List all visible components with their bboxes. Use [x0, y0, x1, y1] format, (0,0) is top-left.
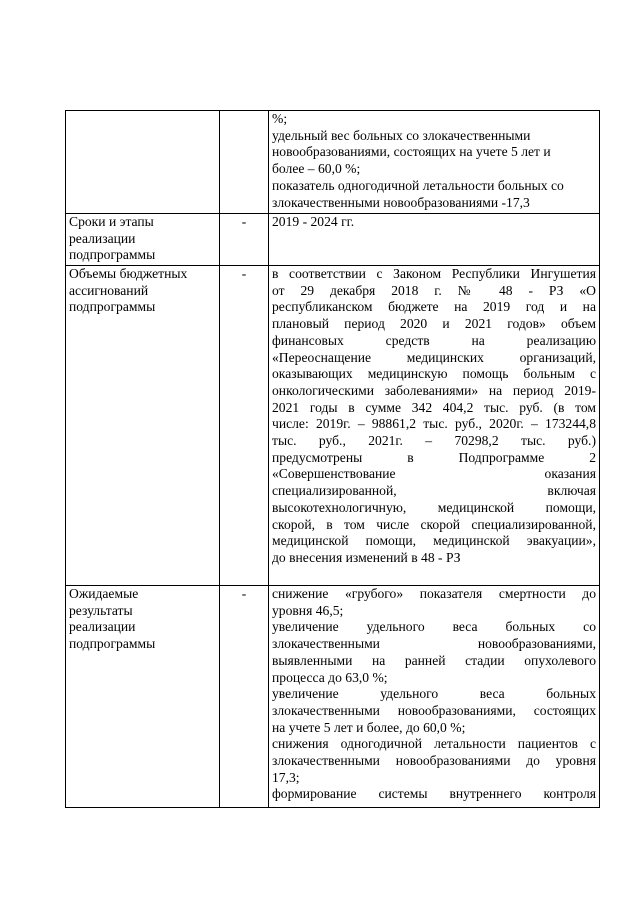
row-label-line: реализации	[69, 619, 136, 635]
text-line: онкологическими заболеваниями» на период 2019-	[272, 382, 596, 398]
text-line: более – 60,0 %;	[272, 161, 361, 177]
row-label-line: подпрограммы	[69, 636, 156, 652]
dash-mark: -	[241, 586, 247, 601]
text-line: увеличение удельного веса больных со	[272, 619, 596, 635]
dash-mark: -	[241, 266, 247, 281]
text-line: на учете 5 лет и более, до 60,0 %;	[272, 719, 466, 735]
text-line: 2019 - 2024 гг.	[272, 214, 355, 229]
row-label-line: Сроки и этапы	[69, 214, 154, 229]
row-content-cell	[269, 266, 600, 586]
text-line: предусмотрены в Подпрограмме 2	[272, 449, 596, 465]
table-row-continuation	[66, 111, 600, 214]
text-line: новообразованиями, состоящих на учете 5 лет и	[272, 144, 551, 160]
row-dash-cell	[220, 111, 269, 214]
text-line: %;	[272, 111, 288, 126]
text-line: 2021 годы в сумме 342 404,2 тыс. руб. (в том	[272, 399, 596, 415]
row-label-cell	[66, 266, 220, 586]
row-content-cell	[269, 586, 600, 808]
row-dash-cell	[220, 266, 269, 586]
row-label-line: результаты	[69, 602, 133, 618]
row-label-line: подпрограммы	[69, 299, 156, 315]
text-line: показатель одногодичной летальности больных со	[272, 177, 564, 193]
text-line: злокачественными новообразованиями,	[272, 636, 596, 652]
text-line: финансовых средств на реализацию	[272, 332, 596, 348]
text-line: до внесения изменений в 48 - РЗ	[272, 549, 461, 565]
text-line: числе: 2019г. – 98861,2 тыс. руб., 2020г. – 173244,8	[272, 416, 596, 432]
dash-mark: -	[241, 214, 247, 229]
text-line: в соответствии с Законом Республики Ингушетия	[272, 266, 596, 281]
row-label-line: Объемы бюджетных	[69, 266, 188, 281]
row-content-cell	[269, 214, 600, 266]
table-row-expected-results	[66, 586, 600, 808]
text-line: специализированной, включая	[272, 483, 596, 499]
row-label-line: ассигнований	[69, 282, 149, 298]
text-line: скорой, в том числе скорой специализированной,	[272, 516, 596, 532]
text-line: республиканском бюджете на 2019 год и на	[272, 299, 596, 315]
text-line: «Совершенствование оказания	[272, 466, 596, 482]
text-line: удельный вес больных со злокачественными	[272, 127, 531, 143]
row-label-line: Ожидаемые	[69, 586, 139, 601]
text-line: увеличение удельного веса больных	[272, 686, 596, 702]
table-row-budget	[66, 266, 600, 586]
text-line: тыс. руб., 2021г. – 70298,2 тыс. руб.)	[272, 433, 596, 449]
text-line: плановый период 2020 и 2021 годов» объем	[272, 316, 596, 332]
text-line: от 29 декабря 2018 г. № 48 - РЗ «О	[272, 282, 596, 298]
text-line: процесса до 63,0 %;	[272, 669, 388, 685]
text-line: «Переоснащение медицинских организаций,	[272, 349, 596, 365]
text-line: злокачественными новообразованиями -17,3	[272, 194, 530, 210]
text-line: 17,3;	[272, 769, 300, 785]
row-dash-cell	[220, 214, 269, 266]
row-label-line: реализации	[69, 230, 136, 246]
text-line: снижение «грубого» показателя смертности до	[272, 586, 596, 601]
text-line: злокачественными новообразованиями, состоящих	[272, 702, 596, 718]
text-line: высокотехнологичную, медицинской помощи,	[272, 499, 596, 515]
text-line: выявленными на ранней стадии опухолевого	[272, 652, 596, 668]
row-content-cell	[269, 111, 600, 214]
text-line: медицинской помощи, медицинской эвакуации»,	[272, 533, 596, 549]
text-line: уровня 46,5;	[272, 602, 344, 618]
text-line: формирование системы внутреннего контроля	[272, 786, 596, 802]
row-dash-cell	[220, 586, 269, 808]
row-label-cell	[66, 111, 220, 214]
text-line: оказывающих медицинскую помощь больным с	[272, 366, 596, 382]
row-label-cell	[66, 214, 220, 266]
row-label-cell	[66, 586, 220, 808]
row-label-line: подпрограммы	[69, 247, 156, 263]
table-row-timeline	[66, 214, 600, 266]
text-line: снижения одногодичной летальности пациентов с	[272, 736, 596, 752]
subprogram-passport-table	[65, 110, 600, 808]
text-line: злокачественными новообразованиями до уровня	[272, 753, 596, 769]
